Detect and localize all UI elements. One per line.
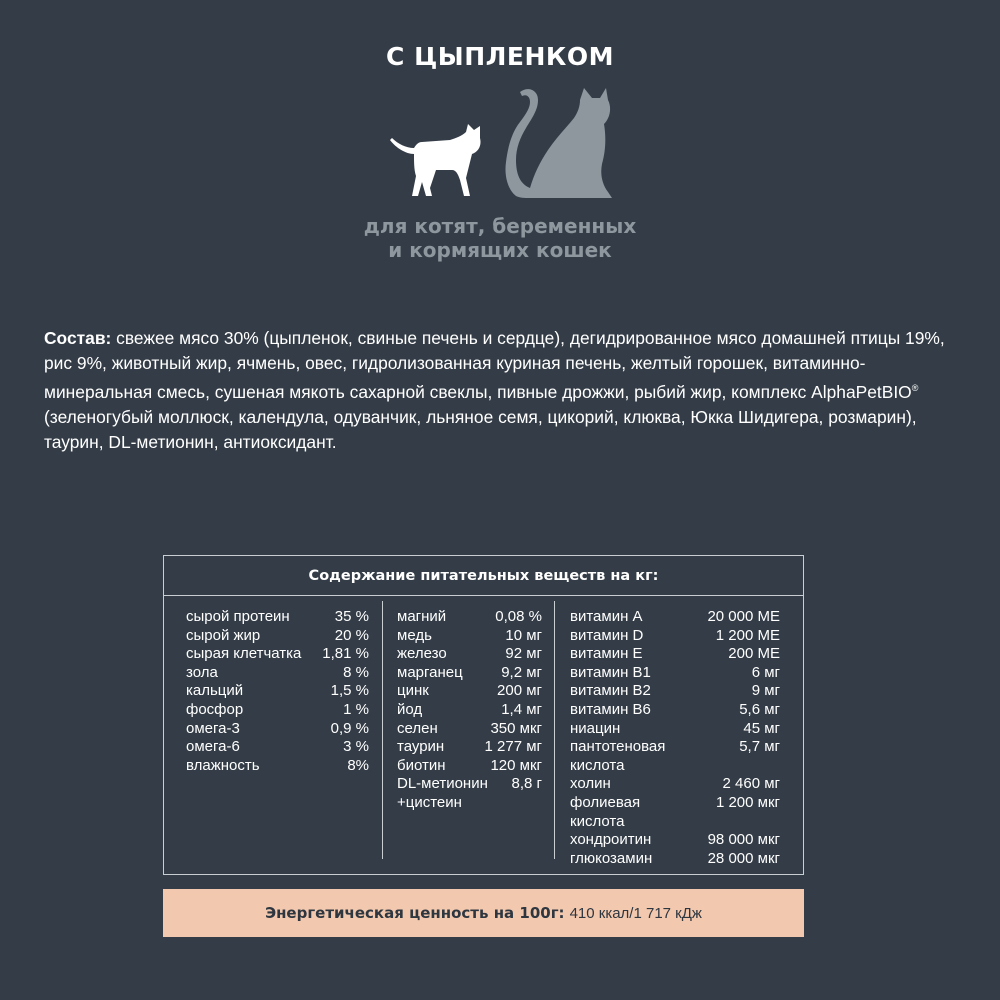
sitting-cat-icon (505, 88, 612, 198)
nutrient-row (397, 757, 542, 776)
nutrient-value: 3 % (343, 738, 369, 756)
nutrient-name: DL-метионин +цистеин (397, 775, 488, 811)
table-divider-horizontal (164, 595, 803, 596)
nutrient-value: 1,81 % (322, 645, 369, 663)
nutrient-value: 20 000 МЕ (707, 608, 780, 625)
nutrient-row (397, 775, 542, 812)
nutrient-row (570, 831, 780, 850)
nutrient-value: 8 % (343, 663, 369, 681)
nutrient-value: 28 000 мкг (707, 849, 780, 867)
nutrient-row (397, 645, 542, 664)
nutrient-value: 2 460 мг (722, 775, 780, 793)
nutrient-name: омега-3 (186, 719, 240, 737)
nutrient-row (397, 701, 542, 720)
nutrient-row (570, 850, 780, 869)
nutrient-row (570, 794, 780, 831)
nutrient-name: железо (397, 645, 447, 663)
composition-ingredients-end: (зеленогубый моллюск, календула, одуванчик, льняное семя, цикорий, клюква, Юкка Шидигера, розмарин), таурин, DL-метионин, антиоксидант. (44, 406, 917, 452)
nutrient-name: хондроитин (570, 831, 652, 849)
nutrient-name: фолиевая кислота (570, 793, 641, 830)
nutrient-value: 1 277 мг (484, 738, 542, 756)
nutrient-row (397, 738, 542, 757)
product-title: С ЦЫПЛЕНКОМ (386, 42, 614, 71)
nutrient-name: марганец (397, 663, 463, 681)
nutrient-name: сырая клетчатка (186, 645, 302, 663)
nutrient-name: ниацин (570, 719, 621, 737)
nutrient-name: витамин А (570, 608, 643, 625)
nutrient-row (186, 720, 369, 739)
nutrient-value: 98 000 мкг (707, 831, 780, 849)
target-audience (0, 214, 1000, 262)
nutrient-value: 1,4 мг (501, 700, 542, 718)
nutrient-row (186, 738, 369, 757)
nutrient-name: селен (397, 719, 438, 737)
nutrient-name: магний (397, 608, 447, 625)
nutrient-value: 1 200 мкг (715, 793, 780, 811)
nutrient-name: кальций (186, 682, 244, 700)
nutrient-name: витамин В2 (570, 682, 651, 700)
nutrient-row (186, 627, 369, 646)
nutrient-name: холин (570, 775, 611, 793)
nutrient-name: биотин (397, 756, 446, 774)
nutrient-row (186, 757, 369, 776)
nutrient-value: 0,08 % (495, 608, 542, 625)
table-divider-vertical (554, 601, 555, 859)
composition-label: Состав: (44, 328, 112, 348)
nutrient-row (570, 720, 780, 739)
nutrient-row (570, 701, 780, 720)
nutrient-value: 5,7 мг (739, 738, 780, 756)
nutrient-value: 8,8 г (511, 775, 542, 793)
nutrient-value: 350 мкг (490, 719, 542, 737)
nutrient-row (397, 720, 542, 739)
nutrients-column-1 (186, 608, 369, 775)
nutrient-row (570, 645, 780, 664)
nutrients-column-2 (397, 608, 542, 813)
nutrient-row (570, 664, 780, 683)
nutrient-name: медь (397, 626, 432, 644)
nutrient-name: сырой жир (186, 626, 261, 644)
nutrient-name: витамин D (570, 626, 644, 644)
nutrients-table (163, 555, 804, 875)
composition-text (44, 326, 962, 455)
nutrient-value: 8% (347, 756, 369, 774)
nutrient-name: зола (186, 663, 218, 681)
nutrient-row (186, 645, 369, 664)
nutrient-row (186, 701, 369, 720)
energy-value-bar (163, 889, 804, 937)
nutrient-value: 9 мг (751, 682, 780, 700)
trademark-mark: ® (911, 383, 919, 393)
nutrient-name: витамин В1 (570, 663, 651, 681)
nutrient-row (397, 682, 542, 701)
nutrient-value: 1,5 % (330, 682, 369, 700)
energy-value: 410 ккал/1 717 кДж (569, 904, 702, 922)
nutrient-name: йод (397, 700, 423, 718)
nutrient-name: влажность (186, 756, 260, 774)
nutrient-row (186, 608, 369, 627)
nutrient-name: пантотеновая кислота (570, 738, 666, 774)
nutrient-row (570, 775, 780, 794)
subtitle-line-1: для котят, беременных (363, 214, 637, 238)
nutrient-value: 5,6 мг (739, 700, 780, 718)
nutrient-name: витамин Е (570, 645, 643, 663)
table-divider-vertical (382, 601, 383, 859)
nutrient-row (570, 608, 780, 627)
kitten-icon (390, 124, 481, 196)
nutrient-name: сырой протеин (186, 608, 290, 625)
energy-label: Энергетическая ценность на 100г: (265, 904, 565, 922)
nutrient-name: витамин В6 (570, 700, 651, 718)
nutrient-name: цинк (397, 682, 429, 700)
nutrient-value: 45 мг (743, 719, 780, 737)
subtitle-line-2: и кормящих кошек (388, 238, 612, 262)
nutrient-name: таурин (397, 738, 445, 756)
nutrient-row (570, 682, 780, 701)
nutrient-value: 1 % (343, 700, 369, 718)
composition-ingredients: свежее мясо 30% (цыпленок, свиные печень и сердце), дегидрированное мясо домашней птицы 19%, рис 9%, животный жир, ячмень, овес, гидролизованная куриная печень, желтый горошек, витаминно-минеральная смесь, сушеная мякоть сахарной свеклы, пивные дрожжи, рыбий жир, комплекс AlphaPetBIO (44, 328, 945, 402)
nutrient-row (186, 664, 369, 683)
nutrient-value: 92 мг (505, 645, 542, 663)
nutrients-column-3 (570, 608, 780, 868)
nutrients-table-title: Содержание питательных веществ на кг: (308, 568, 659, 584)
nutrient-row (397, 608, 542, 627)
nutrient-row (397, 627, 542, 646)
nutrient-value: 200 МЕ (728, 645, 780, 663)
nutrient-value: 120 мкг (490, 756, 542, 774)
nutrient-row (570, 627, 780, 646)
nutrient-row (186, 682, 369, 701)
nutrient-value: 10 мг (505, 626, 542, 644)
nutrient-name: глюкозамин (570, 849, 653, 867)
nutrient-value: 35 % (334, 608, 369, 625)
nutrient-value: 6 мг (751, 663, 780, 681)
nutrient-value: 9,2 мг (501, 663, 542, 681)
nutrient-value: 1 200 МЕ (715, 626, 780, 644)
nutrient-name: фосфор (186, 700, 244, 718)
nutrient-value: 0,9 % (330, 719, 369, 737)
nutrient-name: омега-6 (186, 738, 240, 756)
cats-illustration (380, 84, 620, 206)
nutrient-row (397, 664, 542, 683)
nutrient-row (570, 738, 780, 775)
nutrient-value: 20 % (334, 626, 369, 644)
nutrient-value: 200 мг (497, 682, 542, 700)
